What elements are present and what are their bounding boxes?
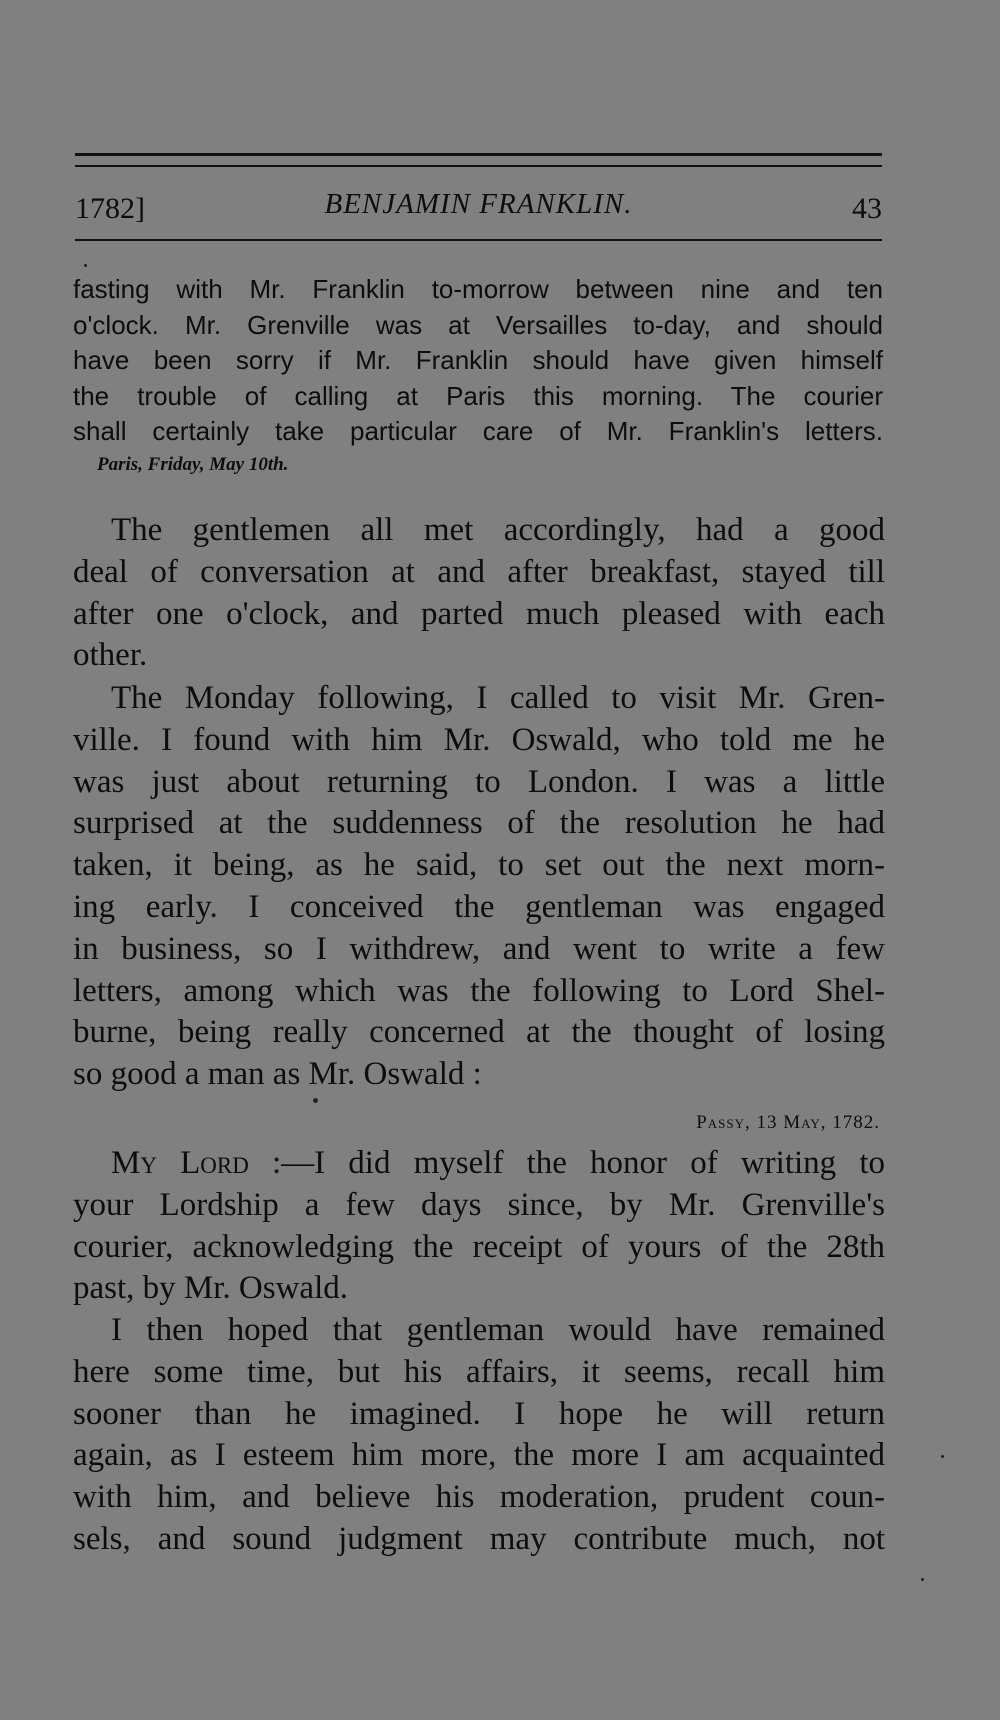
print-speck xyxy=(313,1098,318,1103)
text-line: your Lordship a few days since, by Mr. Grenville's xyxy=(73,1186,885,1223)
text-line: ing early. I conceived the gentleman was engaged xyxy=(73,888,885,925)
text-line: deal of conversation at and after breakfast, stayed till xyxy=(73,553,885,590)
note-line: fasting with Mr. Franklin to-morrow between nine and ten xyxy=(73,274,883,304)
text-line: The Monday following, I called to visit Mr. Gren- xyxy=(111,680,885,716)
print-speck xyxy=(921,1578,924,1581)
text-line: The gentlemen all met accordingly, had a good xyxy=(111,512,885,548)
text-line: I then hoped that gentleman would have remained xyxy=(111,1312,885,1348)
letter-dateline: Passy, 13 May, 1782. xyxy=(696,1112,880,1133)
text-line: other. xyxy=(73,637,148,674)
text-line: past, by Mr. Oswald. xyxy=(73,1270,348,1307)
running-head xyxy=(75,188,882,228)
page-number: 43 xyxy=(852,192,882,225)
top-rule-thin xyxy=(75,165,882,167)
text-line: sooner than he imagined. I hope he will return xyxy=(73,1395,885,1432)
note-line: shall certainly take particular care of Mr. Franklin's letters. xyxy=(73,416,883,446)
paragraph-1 xyxy=(73,510,885,677)
print-speck xyxy=(84,264,87,267)
top-rule-thick xyxy=(75,153,882,156)
paragraph-2 xyxy=(73,678,885,1096)
header-rule xyxy=(75,239,882,241)
note-line: have been sorry if Mr. Franklin should have given himself xyxy=(73,345,883,375)
text-line: was just about returning to London. I was a little xyxy=(73,763,885,800)
quoted-note xyxy=(73,272,883,478)
note-line: o'clock. Mr. Grenville was at Versailles to-day, and should xyxy=(73,309,883,340)
text-line: courier, acknowledging the receipt of yours of the 28th xyxy=(73,1228,885,1265)
text-line: here some time, but his affairs, it seems, recall him xyxy=(73,1353,885,1390)
text-line: with him, and believe his moderation, prudent coun- xyxy=(73,1479,885,1516)
salutation-rest: :—I did myself the honor of writing to xyxy=(248,1145,885,1181)
text-line: taken, it being, as he said, to set out the next morn- xyxy=(73,847,885,884)
text-line: after one o'clock, and parted much pleased with each xyxy=(73,595,885,632)
text-line: burne, being really concerned at the thought of losing xyxy=(73,1014,885,1051)
text-line xyxy=(73,1143,885,1185)
text-line: again, as I esteem him more, the more I am acquainted xyxy=(73,1437,885,1474)
note-line: the trouble of calling at Paris this morning. The courier xyxy=(73,380,883,411)
text-line: so good a man as Mr. Oswald : xyxy=(73,1056,482,1093)
salutation: My Lord xyxy=(111,1145,249,1181)
paragraph-3 xyxy=(73,1143,885,1310)
running-head-year: 1782] xyxy=(75,192,145,225)
paragraph-4 xyxy=(73,1310,885,1561)
text-line: letters, among which was the following to Lord Shel- xyxy=(73,972,885,1009)
running-head-title: BENJAMIN FRANKLIN. xyxy=(324,188,633,220)
text-line: sels, and sound judgment may contribute much, not xyxy=(73,1520,885,1557)
print-speck xyxy=(941,1455,944,1458)
text-line: surprised at the suddenness of the resolution he had xyxy=(73,805,885,842)
text-line: in business, so I withdrew, and went to write a few xyxy=(73,930,885,967)
text-line: ville. I found with him Mr. Oswald, who told me he xyxy=(73,721,885,758)
note-signoff: Paris, Friday, May 10th. xyxy=(97,453,289,475)
